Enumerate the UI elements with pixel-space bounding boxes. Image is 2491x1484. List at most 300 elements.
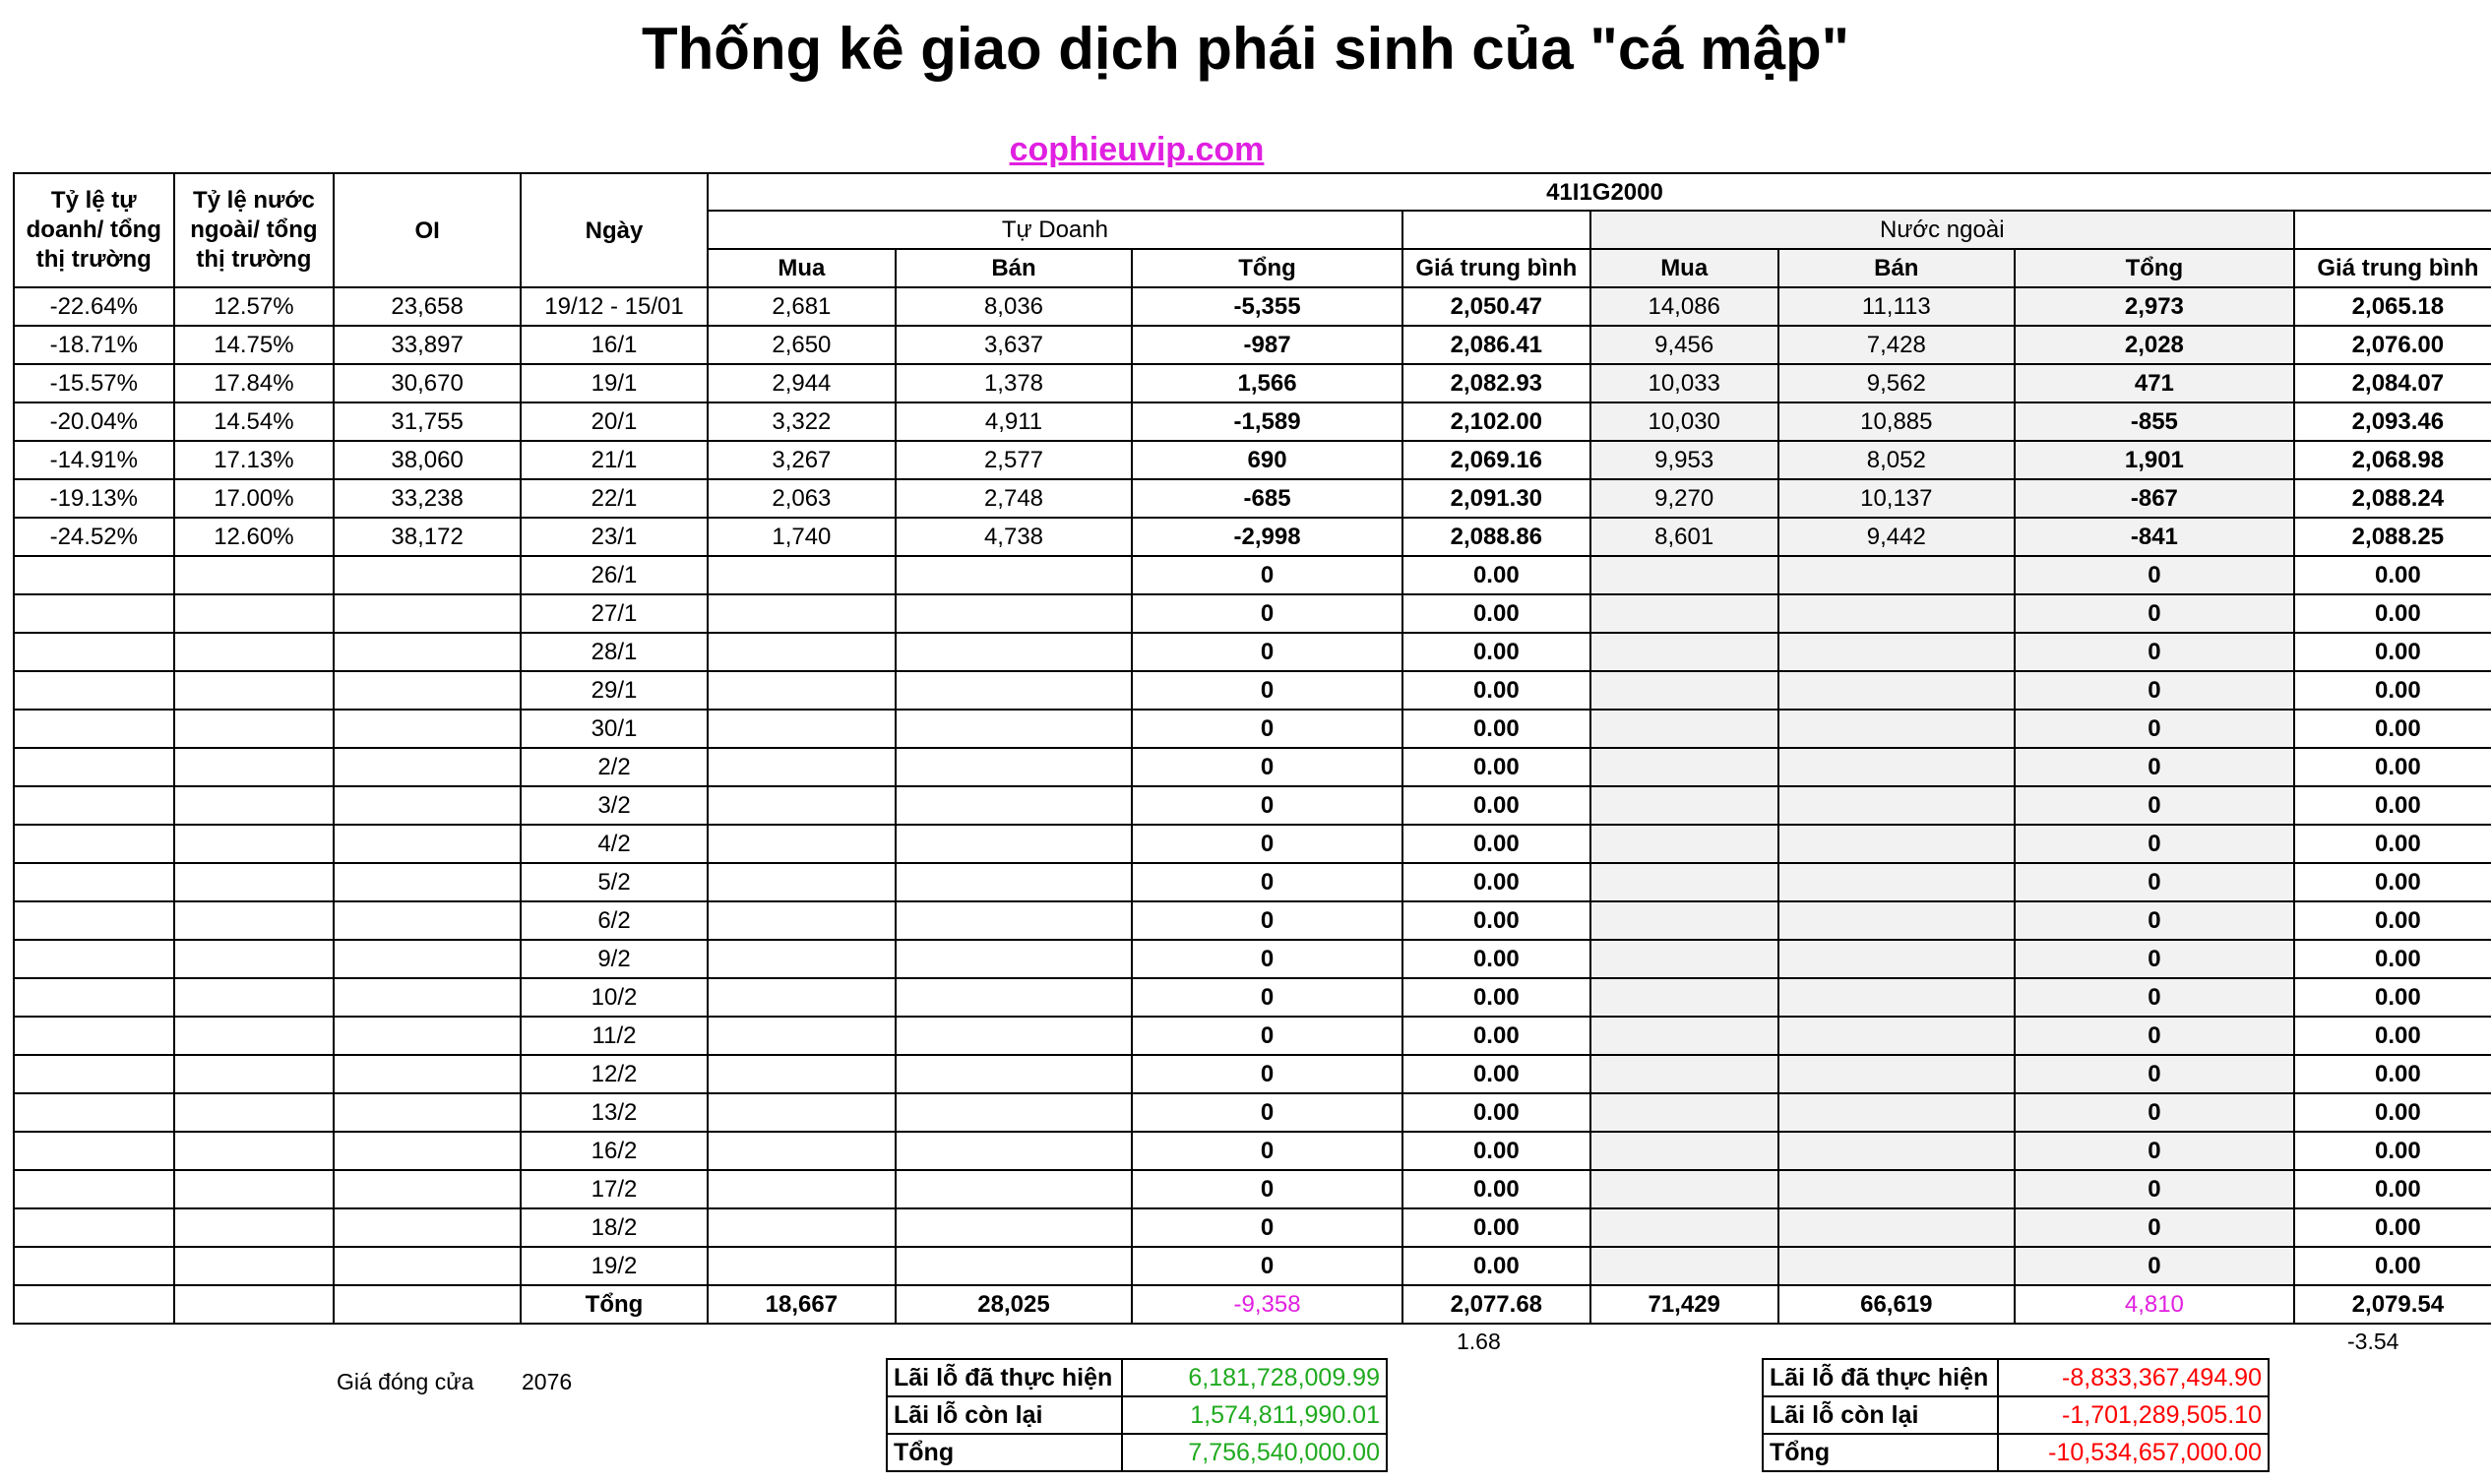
header-oi: OI: [334, 173, 521, 287]
nn-buy-cell: 9,270: [1590, 479, 1778, 518]
td-sell-cell: [896, 633, 1132, 671]
td-net-cell: -2,998: [1132, 518, 1402, 556]
pnl-row: [1763, 1396, 2269, 1434]
nn-avg-price-cell: 0.00: [2294, 786, 2491, 825]
td-net-cell: 0: [1132, 978, 1402, 1017]
td-avg-price-cell: 2,091.30: [1402, 479, 1590, 518]
pnl-nn-remaining-label: Lãi lỗ còn lại: [1763, 1396, 1998, 1434]
nn-net-cell: 0: [2015, 1017, 2294, 1055]
td-buy-cell: 2,944: [708, 364, 896, 402]
nn-net-cell: -855: [2015, 402, 2294, 441]
nn-sell-cell: 7,428: [1778, 326, 2015, 364]
header-nn-gia: Giá trung bình: [2294, 249, 2491, 287]
nn-buy-cell: [1590, 1247, 1778, 1285]
table-row: [14, 594, 2491, 633]
nn-net-cell: 0: [2015, 748, 2294, 786]
td-buy-cell: 3,267: [708, 441, 896, 479]
date-cell: 29/1: [521, 671, 708, 710]
header-empty-td: [1402, 211, 1590, 249]
header-td-ban: Bán: [896, 249, 1132, 287]
nn-net-cell: -841: [2015, 518, 2294, 556]
td-sell-cell: [896, 1017, 1132, 1055]
td-net-cell: 0: [1132, 1017, 1402, 1055]
nn-avg-price-cell: 0.00: [2294, 1208, 2491, 1247]
td-buy-cell: [708, 633, 896, 671]
totals-nn-ban: 66,619: [1778, 1285, 2015, 1324]
totals-empty-2: [174, 1285, 335, 1324]
td-buy-cell: [708, 825, 896, 863]
table-row: [14, 710, 2491, 748]
td-avg-price-cell: 2,082.93: [1402, 364, 1590, 402]
header-nn-ban: Bán: [1778, 249, 2015, 287]
table-row: [14, 1170, 2491, 1208]
nn-buy-cell: [1590, 901, 1778, 940]
rate-nn-cell: [174, 940, 335, 978]
rate-td-cell: [14, 710, 174, 748]
nn-buy-cell: 8,601: [1590, 518, 1778, 556]
nn-avg-price-cell: 0.00: [2294, 556, 2491, 594]
nn-net-cell: 0: [2015, 1208, 2294, 1247]
td-net-cell: -987: [1132, 326, 1402, 364]
table-row: [14, 748, 2491, 786]
oi-cell: [334, 825, 521, 863]
nn-avg-price-cell: 0.00: [2294, 710, 2491, 748]
pnl-td-realized-value: 6,181,728,009.99: [1122, 1359, 1387, 1396]
header-empty-nn: [2294, 211, 2491, 249]
pnl-row: [887, 1434, 1387, 1471]
nn-sell-cell: [1778, 671, 2015, 710]
rate-nn-cell: [174, 748, 335, 786]
nn-buy-cell: [1590, 978, 1778, 1017]
nn-avg-price-cell: 2,093.46: [2294, 402, 2491, 441]
pnl-td-remaining-value: 1,574,811,990.01: [1122, 1396, 1387, 1434]
date-cell: 30/1: [521, 710, 708, 748]
nn-net-cell: 0: [2015, 671, 2294, 710]
table-row: [14, 1055, 2491, 1093]
rate-nn-cell: [174, 1017, 335, 1055]
rate-td-cell: [14, 901, 174, 940]
pnl-nn-realized-label: Lãi lỗ đã thực hiện: [1763, 1359, 1998, 1396]
date-cell: 19/12 - 15/01: [521, 287, 708, 326]
nn-avg-price-cell: 2,076.00: [2294, 326, 2491, 364]
td-buy-cell: [708, 710, 896, 748]
nn-net-cell: -867: [2015, 479, 2294, 518]
oi-cell: [334, 940, 521, 978]
nn-sell-cell: 9,562: [1778, 364, 2015, 402]
date-cell: 19/1: [521, 364, 708, 402]
nn-net-cell: 0: [2015, 594, 2294, 633]
nn-net-cell: 0: [2015, 710, 2294, 748]
oi-cell: 23,658: [334, 287, 521, 326]
rate-td-cell: [14, 978, 174, 1017]
date-cell: 3/2: [521, 786, 708, 825]
nn-avg-price-cell: 0.00: [2294, 1170, 2491, 1208]
nn-avg-price-cell: 0.00: [2294, 671, 2491, 710]
rate-nn-cell: [174, 863, 335, 901]
td-net-cell: 0: [1132, 940, 1402, 978]
rate-td-cell: [14, 748, 174, 786]
td-net-cell: 690: [1132, 441, 1402, 479]
td-avg-price-cell: 0.00: [1402, 1055, 1590, 1093]
table-row: [14, 364, 2491, 402]
td-net-cell: 0: [1132, 594, 1402, 633]
td-buy-cell: [708, 1247, 896, 1285]
oi-cell: [334, 633, 521, 671]
td-avg-price-cell: 0.00: [1402, 863, 1590, 901]
nn-sell-cell: [1778, 1132, 2015, 1170]
nn-avg-price-cell: 0.00: [2294, 863, 2491, 901]
nn-sell-cell: [1778, 863, 2015, 901]
td-avg-price-cell: 0.00: [1402, 556, 1590, 594]
nn-net-cell: 0: [2015, 978, 2294, 1017]
oi-cell: [334, 1132, 521, 1170]
table-row: [14, 1132, 2491, 1170]
nn-avg-price-cell: 0.00: [2294, 1132, 2491, 1170]
date-cell: 20/1: [521, 402, 708, 441]
oi-cell: [334, 556, 521, 594]
header-td-mua: Mua: [708, 249, 896, 287]
date-cell: 26/1: [521, 556, 708, 594]
nn-sell-cell: 10,885: [1778, 402, 2015, 441]
td-net-cell: 0: [1132, 1132, 1402, 1170]
totals-td-tong: -9,358: [1132, 1285, 1402, 1324]
date-cell: 6/2: [521, 901, 708, 940]
rate-nn-cell: [174, 710, 335, 748]
rate-td-cell: -15.57%: [14, 364, 174, 402]
td-sell-cell: [896, 978, 1132, 1017]
nn-net-cell: 2,973: [2015, 287, 2294, 326]
nn-avg-price-cell: 2,084.07: [2294, 364, 2491, 402]
oi-cell: [334, 1055, 521, 1093]
header-group-tu-doanh: Tự Doanh: [708, 211, 1402, 249]
oi-cell: [334, 1247, 521, 1285]
td-avg-price-cell: 0.00: [1402, 1093, 1590, 1132]
td-buy-cell: 2,681: [708, 287, 896, 326]
table-row: [14, 479, 2491, 518]
closing-price-label: Giá đóng cửa: [337, 1369, 474, 1394]
date-cell: 22/1: [521, 479, 708, 518]
nn-sell-cell: [1778, 978, 2015, 1017]
oi-cell: 31,755: [334, 402, 521, 441]
td-avg-price-cell: 0.00: [1402, 786, 1590, 825]
td-net-cell: 0: [1132, 901, 1402, 940]
td-avg-price-cell: 0.00: [1402, 940, 1590, 978]
nn-net-cell: 0: [2015, 901, 2294, 940]
td-sell-cell: [896, 710, 1132, 748]
table-row: [14, 402, 2491, 441]
td-sell-cell: [896, 825, 1132, 863]
oi-cell: [334, 748, 521, 786]
nn-net-cell: 0: [2015, 825, 2294, 863]
nn-net-cell: 2,028: [2015, 326, 2294, 364]
td-net-cell: -1,589: [1132, 402, 1402, 441]
td-net-cell: 0: [1132, 633, 1402, 671]
td-avg-price-cell: 0.00: [1402, 825, 1590, 863]
pnl-nn-remaining-value: -1,701,289,505.10: [1998, 1396, 2269, 1434]
td-net-cell: 0: [1132, 748, 1402, 786]
td-sell-cell: 3,637: [896, 326, 1132, 364]
nn-sell-cell: [1778, 594, 2015, 633]
td-avg-price-cell: 2,069.16: [1402, 441, 1590, 479]
nn-net-cell: 0: [2015, 786, 2294, 825]
date-cell: 16/2: [521, 1132, 708, 1170]
closing-price-value: 2076: [522, 1369, 573, 1394]
nn-sell-cell: [1778, 901, 2015, 940]
td-buy-cell: [708, 901, 896, 940]
nn-sell-cell: [1778, 1208, 2015, 1247]
date-cell: 10/2: [521, 978, 708, 1017]
td-net-cell: 0: [1132, 1170, 1402, 1208]
rate-nn-cell: [174, 1055, 335, 1093]
nn-buy-cell: [1590, 825, 1778, 863]
rate-td-cell: -20.04%: [14, 402, 174, 441]
header-nn-tong: Tổng: [2015, 249, 2294, 287]
rate-nn-cell: [174, 1093, 335, 1132]
date-cell: 21/1: [521, 441, 708, 479]
table-row: [14, 1208, 2491, 1247]
pnl-td-total-value: 7,756,540,000.00: [1122, 1434, 1387, 1471]
table-row: [14, 556, 2491, 594]
nn-avg-price-cell: 0.00: [2294, 901, 2491, 940]
td-buy-cell: 1,740: [708, 518, 896, 556]
table-row: [14, 825, 2491, 863]
oi-cell: [334, 901, 521, 940]
td-buy-cell: [708, 594, 896, 633]
nn-avg-price-cell: 0.00: [2294, 978, 2491, 1017]
oi-cell: [334, 671, 521, 710]
pnl-nuoc-ngoai-table: [1762, 1358, 2270, 1472]
pnl-row: [1763, 1359, 2269, 1396]
td-sell-cell: [896, 1055, 1132, 1093]
td-net-cell: 0: [1132, 1093, 1402, 1132]
nn-net-cell: 0: [2015, 863, 2294, 901]
td-sell-cell: 2,748: [896, 479, 1132, 518]
oi-cell: [334, 594, 521, 633]
rate-td-cell: [14, 1247, 174, 1285]
nn-buy-cell: [1590, 1055, 1778, 1093]
nn-buy-cell: 14,086: [1590, 287, 1778, 326]
nn-sell-cell: [1778, 748, 2015, 786]
td-net-cell: 1,566: [1132, 364, 1402, 402]
date-cell: 13/2: [521, 1093, 708, 1132]
nn-avg-price-cell: 0.00: [2294, 940, 2491, 978]
td-buy-cell: [708, 1055, 896, 1093]
td-sell-cell: [896, 1093, 1132, 1132]
td-avg-price-cell: 0.00: [1402, 1132, 1590, 1170]
rate-nn-cell: [174, 1132, 335, 1170]
nn-avg-price-cell: 0.00: [2294, 1055, 2491, 1093]
td-buy-cell: [708, 940, 896, 978]
td-buy-cell: [708, 1208, 896, 1247]
nn-sell-cell: [1778, 710, 2015, 748]
table-row: [14, 441, 2491, 479]
nn-buy-cell: 10,030: [1590, 402, 1778, 441]
totals-empty-3: [334, 1285, 521, 1324]
rate-td-cell: -19.13%: [14, 479, 174, 518]
rate-td-cell: [14, 786, 174, 825]
nn-avg-price-cell: 2,088.24: [2294, 479, 2491, 518]
nn-net-cell: 0: [2015, 1055, 2294, 1093]
rate-td-cell: -18.71%: [14, 326, 174, 364]
nn-sell-cell: [1778, 1170, 2015, 1208]
table-row: [14, 901, 2491, 940]
table-row: [14, 1017, 2491, 1055]
nn-buy-cell: 10,033: [1590, 364, 1778, 402]
td-net-cell: 0: [1132, 1247, 1402, 1285]
nn-price-diff: -3.54: [2347, 1329, 2399, 1354]
td-net-cell: 0: [1132, 1208, 1402, 1247]
oi-cell: [334, 1093, 521, 1132]
rate-nn-cell: 12.57%: [174, 287, 335, 326]
pnl-row: [887, 1359, 1387, 1396]
totals-label: Tổng: [521, 1285, 708, 1324]
rate-nn-cell: [174, 633, 335, 671]
date-cell: 27/1: [521, 594, 708, 633]
td-avg-price-cell: 0.00: [1402, 594, 1590, 633]
header-ngay: Ngày: [521, 173, 708, 287]
rate-td-cell: -22.64%: [14, 287, 174, 326]
table-row: [14, 326, 2491, 364]
table-row: [14, 671, 2491, 710]
rate-td-cell: [14, 1017, 174, 1055]
td-sell-cell: [896, 1208, 1132, 1247]
table-row: [14, 518, 2491, 556]
pnl-row: [1763, 1434, 2269, 1471]
date-cell: 17/2: [521, 1170, 708, 1208]
rate-td-cell: [14, 940, 174, 978]
td-sell-cell: 4,738: [896, 518, 1132, 556]
totals-td-gia: 2,077.68: [1402, 1285, 1590, 1324]
rate-td-cell: -14.91%: [14, 441, 174, 479]
td-sell-cell: [896, 594, 1132, 633]
nn-avg-price-cell: 0.00: [2294, 633, 2491, 671]
nn-sell-cell: 10,137: [1778, 479, 2015, 518]
td-sell-cell: [896, 786, 1132, 825]
oi-cell: [334, 863, 521, 901]
nn-net-cell: 0: [2015, 1247, 2294, 1285]
td-avg-price-cell: 2,050.47: [1402, 287, 1590, 326]
rate-nn-cell: [174, 978, 335, 1017]
oi-cell: 30,670: [334, 364, 521, 402]
td-buy-cell: [708, 863, 896, 901]
nn-sell-cell: 8,052: [1778, 441, 2015, 479]
rate-td-cell: [14, 594, 174, 633]
td-sell-cell: [896, 748, 1132, 786]
oi-cell: [334, 1208, 521, 1247]
nn-sell-cell: [1778, 633, 2015, 671]
rate-td-cell: [14, 1170, 174, 1208]
nn-buy-cell: [1590, 786, 1778, 825]
rate-nn-cell: [174, 1247, 335, 1285]
rate-nn-cell: [174, 901, 335, 940]
nn-buy-cell: [1590, 671, 1778, 710]
rate-nn-cell: [174, 671, 335, 710]
totals-nn-gia: 2,079.54: [2294, 1285, 2491, 1324]
oi-cell: [334, 978, 521, 1017]
table-row: [14, 786, 2491, 825]
totals-row: [14, 1285, 2491, 1324]
nn-sell-cell: [1778, 556, 2015, 594]
totals-empty-1: [14, 1285, 174, 1324]
table-row: [14, 1093, 2491, 1132]
td-avg-price-cell: 0.00: [1402, 633, 1590, 671]
td-buy-cell: [708, 786, 896, 825]
td-buy-cell: [708, 1017, 896, 1055]
td-sell-cell: 4,911: [896, 402, 1132, 441]
table-row: [14, 978, 2491, 1017]
td-net-cell: 0: [1132, 710, 1402, 748]
nn-buy-cell: [1590, 1017, 1778, 1055]
oi-cell: 38,060: [334, 441, 521, 479]
page-title: Thống kê giao dịch phái sinh của "cá mập": [641, 16, 1850, 82]
pnl-nn-total-label: Tổng: [1763, 1434, 1998, 1471]
header-td-gia: Giá trung bình: [1402, 249, 1590, 287]
oi-cell: [334, 786, 521, 825]
nn-avg-price-cell: 0.00: [2294, 594, 2491, 633]
pnl-td-remaining-label: Lãi lỗ còn lại: [887, 1396, 1122, 1434]
nn-buy-cell: [1590, 556, 1778, 594]
td-sell-cell: 1,378: [896, 364, 1132, 402]
nn-buy-cell: [1590, 748, 1778, 786]
nn-net-cell: 471: [2015, 364, 2294, 402]
nn-buy-cell: [1590, 1208, 1778, 1247]
td-price-diff: 1.68: [1457, 1329, 1501, 1354]
rate-nn-cell: [174, 825, 335, 863]
td-avg-price-cell: 0.00: [1402, 1017, 1590, 1055]
td-sell-cell: [896, 1247, 1132, 1285]
rate-nn-cell: 17.00%: [174, 479, 335, 518]
td-buy-cell: [708, 1093, 896, 1132]
header-ty-le-nuoc-ngoai: Tỷ lệ nước ngoài/ tổng thị trường: [174, 173, 335, 287]
site-link[interactable]: cophieuvip.com: [1009, 131, 1265, 168]
td-sell-cell: 2,577: [896, 441, 1132, 479]
pnl-nn-total-value: -10,534,657,000.00: [1998, 1434, 2269, 1471]
nn-buy-cell: [1590, 940, 1778, 978]
rate-nn-cell: 17.84%: [174, 364, 335, 402]
nn-buy-cell: [1590, 863, 1778, 901]
rate-nn-cell: 12.60%: [174, 518, 335, 556]
td-avg-price-cell: 2,102.00: [1402, 402, 1590, 441]
date-cell: 9/2: [521, 940, 708, 978]
td-sell-cell: [896, 940, 1132, 978]
td-net-cell: 0: [1132, 786, 1402, 825]
nn-sell-cell: [1778, 1247, 2015, 1285]
oi-cell: [334, 1170, 521, 1208]
header-ty-le-tu-doanh: Tỷ lệ tự doanh/ tổng thị trường: [14, 173, 174, 287]
rate-td-cell: [14, 671, 174, 710]
nn-avg-price-cell: 2,068.98: [2294, 441, 2491, 479]
oi-cell: 38,172: [334, 518, 521, 556]
date-cell: 18/2: [521, 1208, 708, 1247]
date-cell: 23/1: [521, 518, 708, 556]
td-net-cell: 0: [1132, 556, 1402, 594]
pnl-td-realized-label: Lãi lỗ đã thực hiện: [887, 1359, 1122, 1396]
rate-td-cell: [14, 1055, 174, 1093]
nn-sell-cell: [1778, 825, 2015, 863]
nn-sell-cell: [1778, 786, 2015, 825]
nn-avg-price-cell: 2,065.18: [2294, 287, 2491, 326]
td-avg-price-cell: 0.00: [1402, 1208, 1590, 1247]
nn-net-cell: 0: [2015, 633, 2294, 671]
table-row: [14, 863, 2491, 901]
derivatives-table: [13, 172, 2491, 1325]
oi-cell: 33,238: [334, 479, 521, 518]
nn-net-cell: 0: [2015, 1132, 2294, 1170]
header-td-tong: Tổng: [1132, 249, 1402, 287]
date-cell: 5/2: [521, 863, 708, 901]
totals-nn-mua: 71,429: [1590, 1285, 1778, 1324]
nn-avg-price-cell: 2,088.25: [2294, 518, 2491, 556]
